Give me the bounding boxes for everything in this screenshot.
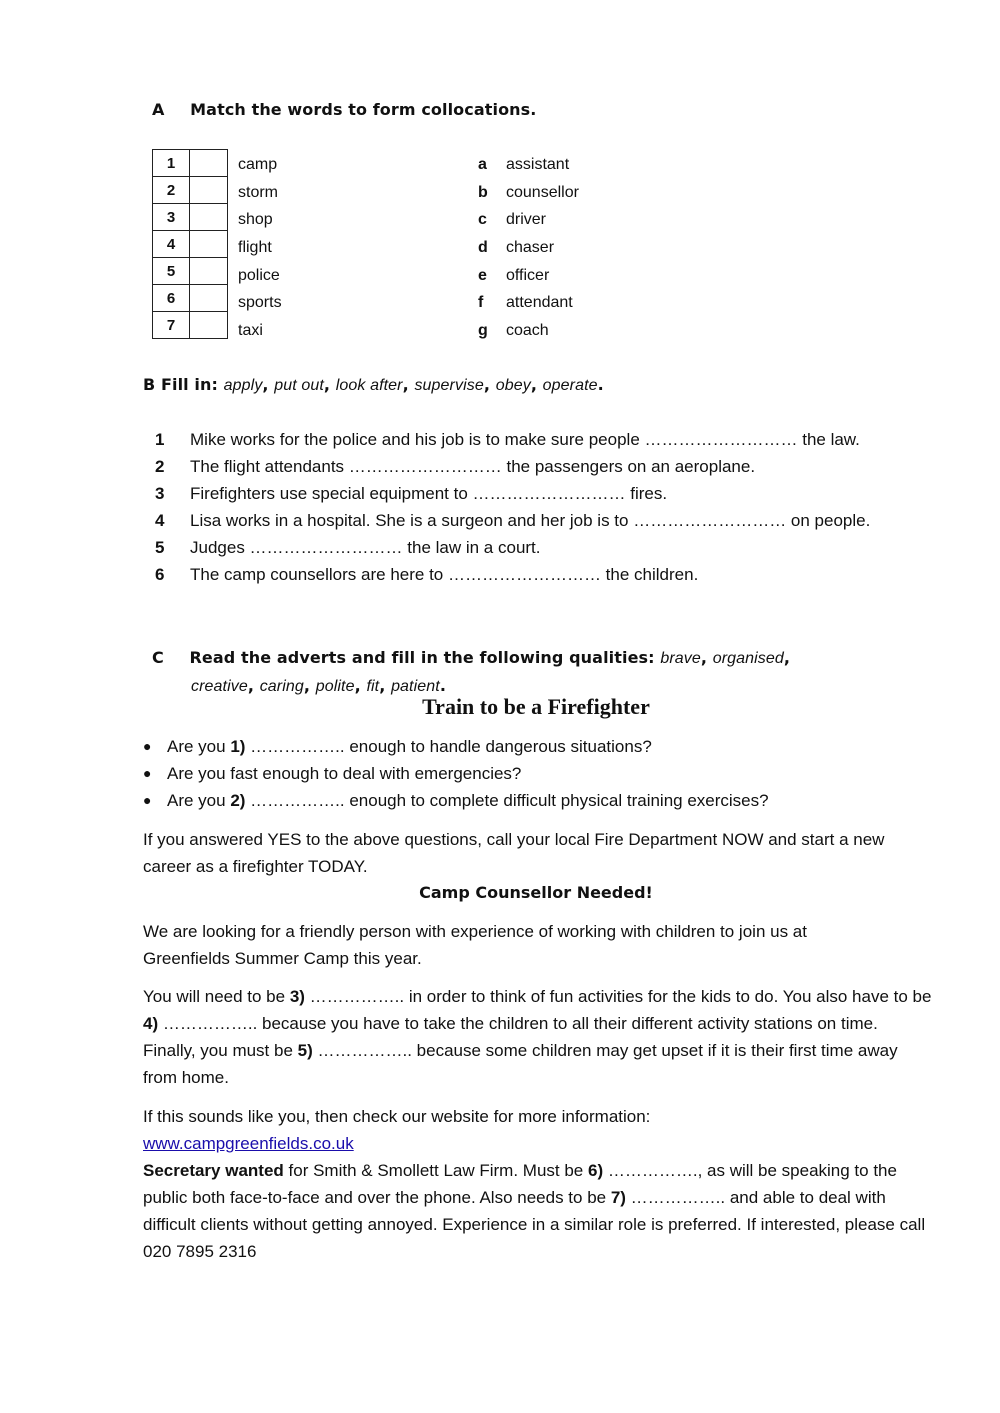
left-word: taxi [238,322,263,340]
quality-word: organised [712,650,784,667]
table-row [153,231,228,258]
left-word: storm [238,183,278,201]
quality-word: fit [366,678,380,695]
bullet-icon: ● [143,792,152,808]
answer-box[interactable] [190,177,228,204]
word-bank-item: apply [223,377,263,394]
gap-number: 7) [610,1188,626,1207]
answer-box[interactable] [190,285,228,312]
quality-word: caring [259,678,304,695]
right-item [478,151,579,179]
left-word: police [238,266,280,284]
row-number: 6 [153,285,190,312]
secretary-advert: Secretary wanted for Smith & Smollett Law Firm. Must be 6) ……………., as will be speaking to the public both face-to-face and over the phone. Also needs to be 7) …………….. and able to deal with difficult clients without getting annoyed. Experience in a similar role is preferred. If interested, please call 020 7895 2316 [143,1161,926,1261]
item-number: 4 [155,511,165,530]
answer-box[interactable] [190,204,228,231]
section-a-instruction: Match the words to form collocations. [190,100,537,119]
right-word: attendant [506,294,573,312]
gap-number: 5) [297,1041,313,1060]
left-word: sports [238,294,282,312]
right-item [478,262,579,290]
right-letter: f [478,294,484,312]
item-text: Lisa works in a hospital. She is a surgeon and her job is to ……………………… on people. [190,511,871,530]
row-number: 4 [153,231,190,258]
list-item [155,561,945,588]
gap-number: 3) [289,987,305,1006]
camp-requirements: You will need to be 3) …………….. in order to think of fun activities for the kids to do. You also have to be 4) …………….. because you have to take the children to all their different activity stations on time. Finally, you must be 5) …………….. because some children may get upset if it is their first time away from home. [143,987,932,1087]
answer-box[interactable] [190,150,228,177]
section-b-label: B Fill in: [143,375,218,394]
row-number: 1 [153,150,190,177]
quality-word: patient [391,678,440,695]
item-number: 5 [155,538,165,557]
left-word: camp [238,156,278,173]
list-item [155,507,945,534]
right-letter: a [478,156,487,173]
section-c-heading: C Read the adverts and fill in the following qualities: brave, organised, creative, caring, polite, fit, patient. [152,648,791,695]
row-number: 2 [153,177,190,204]
section-a-heading [152,100,536,119]
section-a-letter: A [152,100,165,119]
answer-box[interactable] [190,312,228,339]
bullet-icon: ● [143,765,152,781]
list-item [155,480,945,507]
bullet-item: ● Are you 2) …………….. enough to complete difficult physical training exercises? [143,787,769,814]
right-letter: d [478,239,488,257]
right-letter: e [478,266,487,284]
gap-number: 1) [230,737,246,756]
right-word: coach [506,322,549,340]
row-number: 5 [153,258,190,285]
word-bank-item: supervise [414,377,484,394]
item-text: Firefighters use special equipment to ……………………… fires. [190,484,668,503]
word-bank-item: operate [542,377,598,394]
list-item [155,534,945,561]
secretary-lead: Secretary wanted [143,1161,284,1180]
section-c-instruction: Read the adverts and fill in the following qualities: [189,648,655,667]
item-number: 1 [155,430,165,449]
right-letter: g [478,322,488,340]
answer-box[interactable] [190,231,228,258]
camp-advert-title: Camp Counsellor Needed! [419,883,653,902]
match-table [152,149,228,339]
gap-number: 6) [588,1161,604,1180]
item-text: The flight attendants ……………………… the passengers on an aeroplane. [190,457,756,476]
item-text: Mike works for the police and his job is to make sure people ……………………… the law. [190,430,860,449]
item-number: 6 [155,565,165,584]
right-item [478,206,579,234]
table-row [153,150,228,177]
firefighter-advert-title: Train to be a Firefighter [422,694,650,719]
table-row [153,312,228,339]
gap-number: 4) [143,1014,159,1033]
fill-in-list [155,426,945,588]
quality-word: creative [191,678,248,695]
list-item [155,426,945,453]
right-letter: b [478,183,488,201]
right-letter: c [478,211,487,229]
right-word: counsellor [506,183,579,201]
section-c-letter: C [152,648,164,667]
quality-word: polite [315,678,355,695]
right-word: chaser [506,239,555,257]
right-item [478,317,579,345]
right-word: driver [506,211,547,229]
firefighter-bullet-list [143,733,769,814]
right-item [478,179,579,207]
table-row [153,177,228,204]
gap-number: 2) [230,791,246,810]
right-item [478,234,579,262]
camp-intro: We are looking for a friendly person with experience of working with children to join us at Greenfields Summer Camp this year. [143,922,807,968]
table-row [153,204,228,231]
left-word: flight [238,239,272,257]
bullet-item: ● Are you fast enough to deal with emergencies? [143,760,769,787]
right-word: officer [506,266,550,284]
word-bank-item: put out [274,377,324,394]
right-word-list [478,151,579,345]
firefighter-closing: If you answered YES to the above questions, call your local Fire Department NOW and start a new career as a firefighter TODAY. [143,830,885,876]
section-b-heading: B Fill in: apply, put out, look after, supervise, obey, operate. [143,375,604,394]
left-word: shop [238,211,273,229]
left-word-list [238,151,282,345]
word-bank-item: obey [495,377,531,394]
item-text: Judges ……………………… the law in a court. [190,538,541,557]
table-row [153,258,228,285]
quality-word: brave [660,650,701,667]
item-number: 3 [155,484,165,503]
item-text: The camp counsellors are here to ……………………… the children. [190,565,699,584]
website-prompt: If this sounds like you, then check our website for more information: [143,1107,651,1126]
bullet-icon: ● [143,738,152,754]
table-row [153,285,228,312]
answer-box[interactable] [190,258,228,285]
row-number: 7 [153,312,190,339]
list-item [155,453,945,480]
camp-website-block [143,1103,933,1157]
website-link[interactable]: www.campgreenfields.co.uk [143,1134,354,1153]
item-number: 2 [155,457,165,476]
word-bank-item: look after [335,377,403,394]
row-number: 3 [153,204,190,231]
right-word: assistant [506,156,570,173]
bullet-item: ● Are you 1) …………….. enough to handle dangerous situations? [143,733,769,760]
right-item [478,289,579,317]
